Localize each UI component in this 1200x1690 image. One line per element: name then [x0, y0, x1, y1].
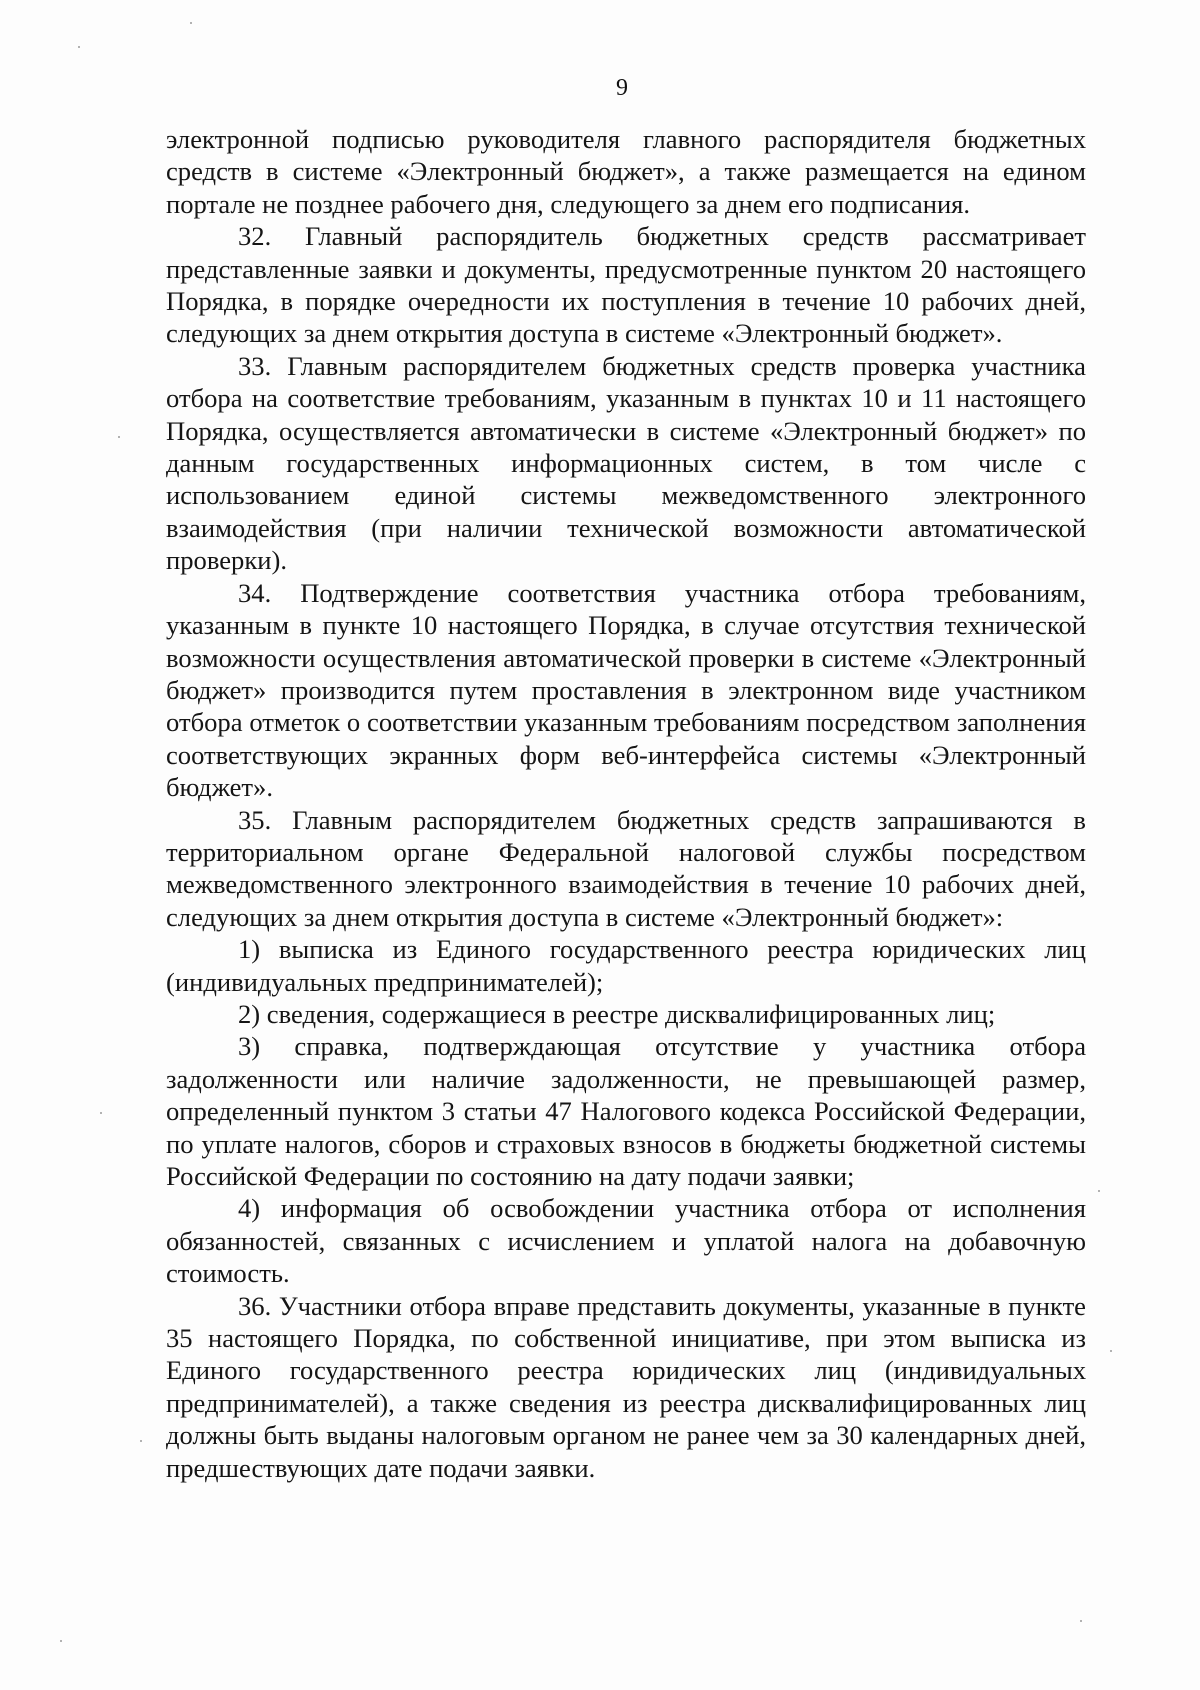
scan-speck: [140, 1440, 142, 1442]
paragraph-item-34: 34. Подтверждение соответствия участника отбора требованиям, указанным в пункте 10 настоящего Порядка, в случае отсутствия технической возможности осуществления автоматической проверки в системе «Электронный бюджет» производится путем проставления в электронном виде участником отбора отметок о соответствии указанным требованиям посредством заполнения соответствующих экранных форм веб-интерфейса системы «Электронный бюджет».: [166, 577, 1086, 803]
paragraph-item-36: 36. Участники отбора вправе представить документы, указанные в пункте 35 настоящего Порядка, по собственной инициативе, при этом выписка из Единого государственного реестра юридических лиц (индивидуальных предпринимателей), а также сведения из реестра дисквалифицированных лиц должны быть выданы налоговым органом не ранее чем за 30 календарных дней, предшествующих дате подачи заявки.: [166, 1290, 1086, 1483]
scan-speck: [78, 46, 80, 48]
list-item-2: 2) сведения, содержащиеся в реестре дисквалифицированных лиц;: [238, 998, 996, 1029]
scan-speck: [1110, 1350, 1112, 1352]
scan-speck: [190, 22, 192, 24]
paragraph-item-33: 33. Главным распорядителем бюджетных средств проверка участника отбора на соответствие требованиям, указанным в пунктах 10 и 11 настоящего Порядка, осуществляется автоматически в системе «Электронный бюджет» по данным государственных информационных систем, в том числе с использованием единой системы межведомственного электронного взаимодействия (при наличии технической возможности автоматической проверки).: [166, 350, 1086, 576]
scan-speck: [100, 1112, 102, 1114]
list-item-1: 1) выписка из Единого государственного реестра юридических лиц (индивидуальных предпринимателей);: [166, 934, 1086, 997]
paragraph-continuation: электронной подписью руководителя главного распорядителя бюджетных средств в системе «Электронный бюджет», а также размещается на едином портале не позднее рабочего дня, следующего за днем его подписания.: [166, 124, 1086, 219]
scan-speck: [118, 436, 120, 438]
paragraph-item-35: 35. Главным распорядителем бюджетных средств запрашиваются в территориальном органе Федеральной налоговой службы посредством межведомственного электронного взаимодействия в течение 10 рабочих дней, следующих за днем открытия доступа в системе «Электронный бюджет»:: [166, 804, 1086, 932]
paragraph-item-32: 32. Главный распорядитель бюджетных средств рассматривает представленные заявки и документы, предусмотренные пунктом 20 настоящего Порядка, в порядке очередности их поступления в течение 10 рабочих дней, следующих за днем открытия доступа в системе «Электронный бюджет».: [166, 221, 1086, 349]
scan-speck: [60, 1640, 62, 1642]
scan-speck: [1098, 1190, 1100, 1192]
document-body: [166, 123, 1086, 1484]
page-number: 9: [616, 75, 628, 101]
list-item-3: 3) справка, подтверждающая отсутствие у участника отбора задолженности или наличие задолженности, не превышающей размер, определенный пунктом 3 статьи 47 Налогового кодекса Российской Федерации, по уплате налогов, сборов и страховых взносов в бюджеты бюджетной системы Российской Федерации по состоянию на дату подачи заявки;: [166, 1031, 1086, 1191]
list-item-4: 4) информация об освобождении участника отбора от исполнения обязанностей, связанных с исчислением и уплатой налога на добавочную стоимость.: [166, 1193, 1086, 1289]
scan-speck: [1080, 1620, 1082, 1622]
